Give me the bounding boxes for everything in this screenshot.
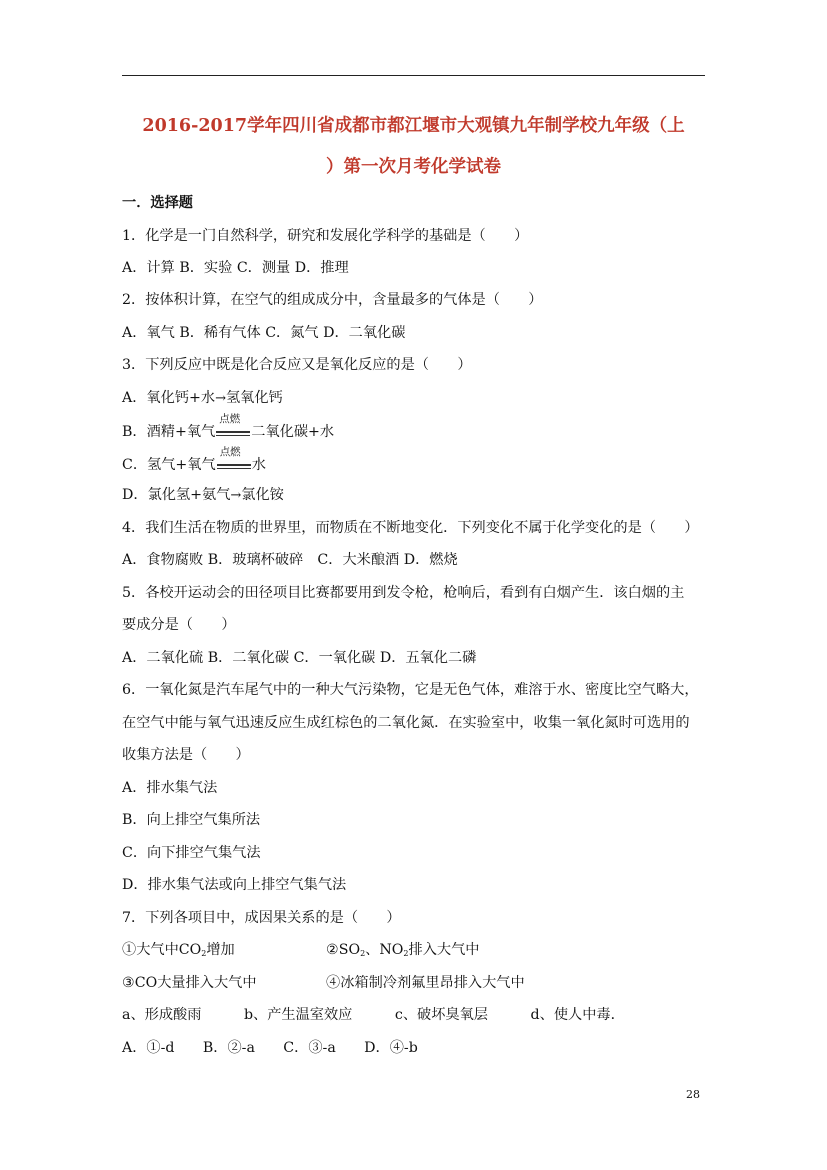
ignite-condition-arrow bbox=[216, 413, 250, 439]
cause-1-text: ①大气中CO bbox=[122, 942, 202, 958]
question-3-option-b bbox=[122, 413, 335, 441]
subscript: 2 bbox=[360, 949, 366, 958]
option-d-reactants: D．氯化氢+氨气 bbox=[122, 487, 231, 503]
question-7-effects: a、形成酸雨 b、产生温室效应 c、破坏臭氧层 d、使人中毒． bbox=[122, 1007, 625, 1023]
question-5-options: A．二氧化硫 B．二氧化碳 C．一氧化碳 D．五氧化二磷 bbox=[122, 650, 477, 666]
condition-label: 点燃 bbox=[219, 446, 241, 458]
cause-2-text-mid: 、NO bbox=[365, 942, 404, 958]
question-7-cause-4: ④冰箱制冷剂氟里昂排入大气中 bbox=[326, 975, 525, 991]
question-4-stem: 4．我们生活在物质的世界里，而物质在不断地变化．下列变化不属于化学变化的是（ ） bbox=[122, 520, 699, 536]
question-5-stem-line1: 5．各校开运动会的田径项目比赛都要用到发令枪，枪响后，看到有白烟产生．该白烟的主 bbox=[122, 585, 685, 601]
question-6-stem-line2: 在空气中能与氧气迅速反应生成红棕色的二氧化氮．在实验室中，收集一氧化氮时可选用的 bbox=[122, 715, 690, 731]
question-3-option-c bbox=[122, 446, 266, 474]
question-6-option-b: B．向上排空气集所法 bbox=[122, 812, 261, 828]
option-c-reactants: C．氢气+氧气 bbox=[122, 457, 216, 473]
question-7-stem: 7．下列各项目中，成因果关系的是（ ） bbox=[122, 910, 401, 926]
option-d-product: 氯化铵 bbox=[241, 487, 284, 503]
option-b-products: 二氧化碳+水 bbox=[251, 424, 335, 440]
subscript: 2 bbox=[201, 949, 207, 958]
exam-title-line2: ）第一次月考化学试卷 bbox=[326, 157, 501, 177]
question-3-option-a bbox=[122, 389, 283, 408]
question-6-option-d: D．排水集气法或向上排空气集气法 bbox=[122, 877, 347, 893]
section-heading: 一．选择题 bbox=[122, 195, 193, 211]
condition-label: 点燃 bbox=[219, 413, 241, 425]
question-4-options: A．食物腐败 B．玻璃杯破碎 C．大米酿酒 D．燃烧 bbox=[122, 552, 458, 568]
cause-2-text-end: 排入大气中 bbox=[408, 942, 480, 958]
header-rule bbox=[122, 75, 705, 76]
question-3-stem: 3．下列反应中既是化合反应又是氧化反应的是（ ） bbox=[122, 357, 472, 373]
option-a-product: 氢氧化钙 bbox=[225, 390, 283, 406]
option-c-product: 水 bbox=[251, 457, 266, 473]
question-2-options: A．氧气 B．稀有气体 C．氮气 D．二氧化碳 bbox=[122, 325, 406, 341]
question-6-option-a: A．排水集气法 bbox=[122, 780, 218, 796]
question-7-options: A．①-d B．②-a C．③-a D．④-b bbox=[122, 1040, 418, 1056]
question-6-stem-line3: 收集方法是（ ） bbox=[122, 747, 250, 763]
question-3-option-d bbox=[122, 486, 284, 505]
cause-1-text-end: 增加 bbox=[206, 942, 235, 958]
cause-2-text: ②SO bbox=[326, 942, 361, 958]
question-1-stem: 1．化学是一门自然科学，研究和发展化学科学的基础是（ ） bbox=[122, 228, 529, 244]
subscript: 2 bbox=[403, 949, 409, 958]
option-b-reactants: B．酒精+氧气 bbox=[122, 424, 216, 440]
reaction-arrow-icon: → bbox=[230, 488, 242, 503]
question-7-cause-1 bbox=[122, 941, 235, 963]
question-6-option-c: C．向下排空气集气法 bbox=[122, 845, 261, 861]
ignite-condition-arrow bbox=[217, 446, 251, 472]
question-5-stem-line2: 要成分是（ ） bbox=[122, 617, 236, 633]
page-number: 28 bbox=[686, 1088, 700, 1101]
question-1-options: A．计算 B．实验 C．测量 D．推理 bbox=[122, 260, 349, 276]
exam-title-line1: 2016-2017学年四川省成都市都江堰市大观镇九年制学校九年级（上 bbox=[142, 116, 685, 136]
question-7-cause-2 bbox=[326, 941, 479, 963]
question-2-stem: 2．按体积计算，在空气的组成成分中，含量最多的气体是（ ） bbox=[122, 292, 543, 308]
reaction-arrow-icon: → bbox=[215, 391, 226, 406]
question-7-cause-3: ③CO大量排入大气中 bbox=[122, 975, 257, 991]
question-6-stem-line1: 6．一氧化氮是汽车尾气中的一种大气污染物，它是无色气体，难溶于水、密度比空气略大， bbox=[122, 682, 699, 698]
option-a-reactants: A．氧化钙+水 bbox=[122, 390, 216, 406]
